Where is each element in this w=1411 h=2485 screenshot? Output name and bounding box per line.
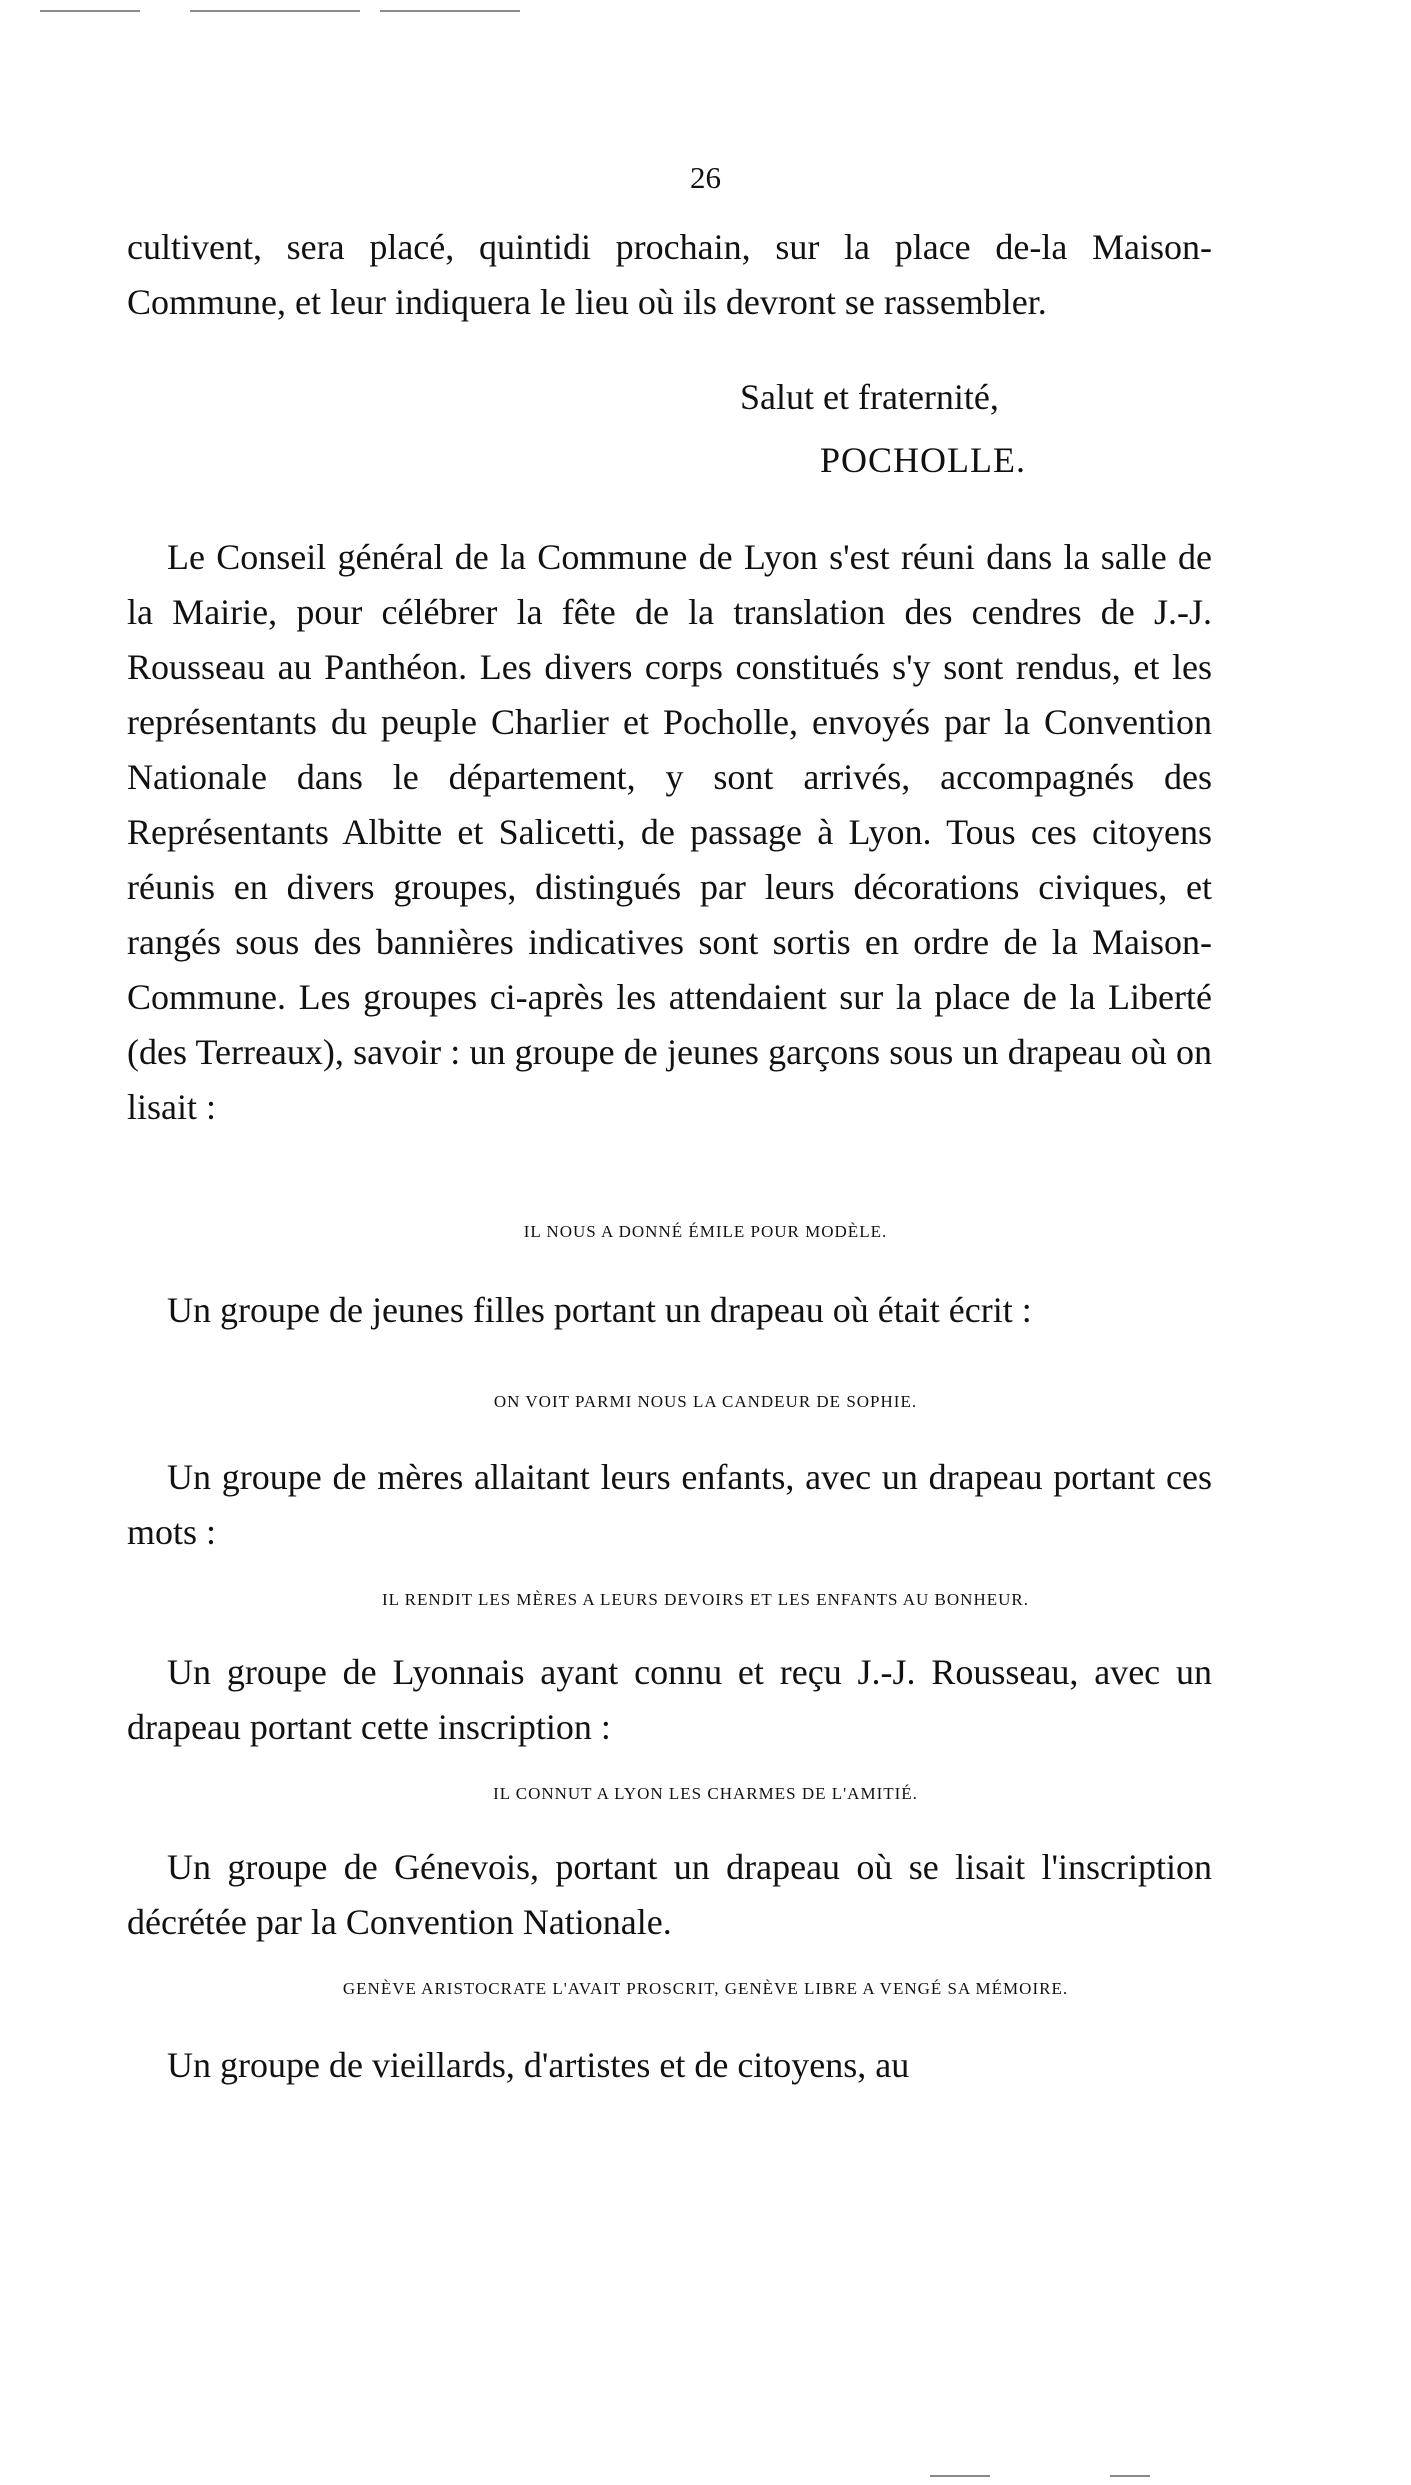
inscription-amitie: IL CONNUT A LYON LES CHARMES DE L'AMITIÉ. (493, 1784, 918, 1803)
paragraph-lyonnais: Un groupe de Lyonnais ayant connu et reçu J.-J. Rousseau, avec un drapeau portant cette inscription : (127, 1652, 1212, 1747)
page-number: 26 (690, 160, 721, 195)
inscription-geneve: GENÈVE ARISTOCRATE L'AVAIT PROSCRIT, GENÈVE LIBRE A VENGÉ SA MÉMOIRE. (342, 1979, 1069, 1998)
closing-signature: POCHOLLE. (820, 440, 1026, 480)
paragraph-jeunes-filles: Un groupe de jeunes filles portant un drapeau où était écrit : (167, 1290, 1032, 1330)
scan-mark-top-1 (40, 10, 140, 12)
scan-mark-top-2 (190, 10, 360, 12)
inscription-sophie: ON VOIT PARMI NOUS LA CANDEUR DE SOPHIE. (493, 1392, 918, 1411)
paragraph-continuation: cultivent, sera placé, quintidi prochain, sur la place de-la Maison-Commune, et leur indiquera le lieu où ils devront se rassembler. (127, 227, 1212, 322)
inscription-emile: IL NOUS A DONNÉ ÉMILE POUR MODÈLE. (523, 1222, 888, 1241)
closing-salutation: Salut et fraternité, (740, 377, 999, 417)
paragraph-meres: Un groupe de mères allaitant leurs enfants, avec un drapeau portant ces mots : (127, 1457, 1212, 1552)
paragraph-conseil: Le Conseil général de la Commune de Lyon s'est réuni dans la salle de la Mairie, pour célébrer la fête de la translation des cendres de J.-J. Rousseau au Panthéon. Les divers corps constitués s'y sont rendus, et les représentants du peuple Charlier et Pocholle, envoyés par la Convention Nationale dans le département, y sont arrivés, accompagnés des Représentants Albitte et Salicetti, de passage à Lyon. Tous ces citoyens réunis en divers groupes, distingués par leurs décorations civiques, et rangés sous des bannières indicatives sont sortis en ordre de la Maison-Commune. Les groupes ci-après les attendaient sur la place de la Liberté (des Terreaux), savoir : un groupe de jeunes garçons sous un drapeau où on lisait : (127, 537, 1212, 1127)
scan-mark-bottom-1 (930, 2475, 990, 2477)
inscription-devoirs: IL RENDIT LES MÈRES A LEURS DEVOIRS ET LES ENFANTS AU BONHEUR. (382, 1590, 1029, 1609)
scan-mark-bottom-2 (1110, 2475, 1150, 2477)
paragraph-vieillards: Un groupe de vieillards, d'artistes et de citoyens, au (167, 2045, 910, 2085)
paragraph-genevois: Un groupe de Génevois, portant un drapeau où se lisait l'inscription décrétée par la Convention Nationale. (127, 1847, 1212, 1942)
scan-mark-top-3 (380, 10, 520, 12)
